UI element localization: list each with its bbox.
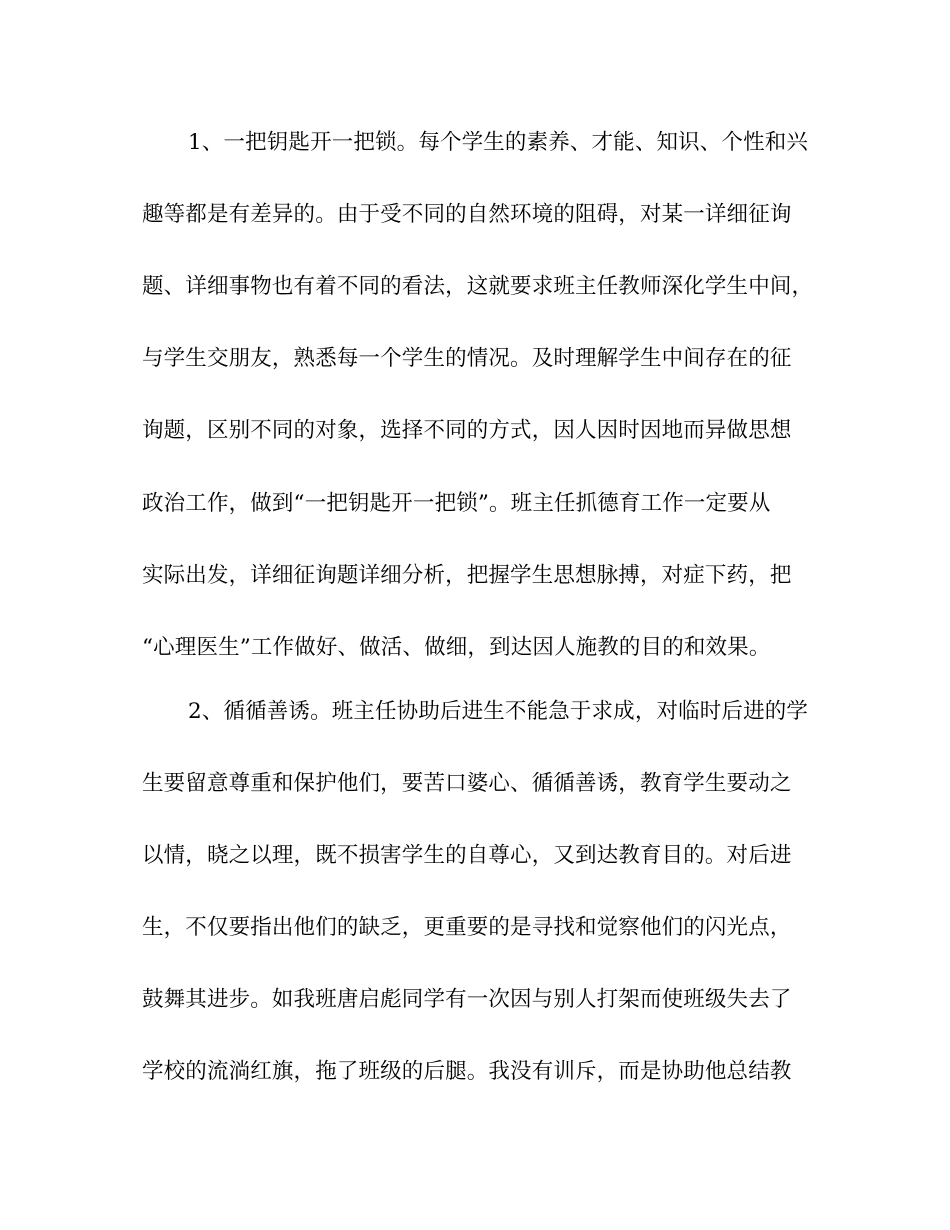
text-line: 生，不仅要指出他们的缺乏，更重要的是寻找和觉察他们的闪光点， [142,915,792,940]
text-line: 趣等都是有差异的。由于受不同的自然环境的阻碍，对某一详细征询 [142,202,792,227]
text-line: 题、详细事物也有着不同的看法，这就要求班主任教师深化学生中间， [142,274,814,299]
text-line: 1、一把钥匙开一把锁。每个学生的素养、才能、知识、个性和兴 [188,130,809,155]
text-line: 政治工作，做到“一把钥匙开一把锁”。班主任抓德育工作一定要从 [142,491,771,516]
text-line: 学校的流淌红旗，拖了班级的后腿。我没有训斥，而是协助他总结教 [142,1059,792,1084]
text-line: “心理医生”工作做好、做活、做细，到达因人施教的目的和效果。 [142,635,771,660]
text-line: 2、循循善诱。班主任协助后进生不能急于求成，对临时后进的学 [188,699,809,724]
text-line: 以情，晓之以理，既不损害学生的自尊心，又到达教育目的。对后进 [142,843,792,868]
text-line: 询题，区别不同的对象，选择不同的方式，因人因时因地而异做思想 [142,418,792,443]
text-line: 实际出发，详细征询题详细分析，把握学生思想脉搏，对症下药，把 [142,563,792,588]
text-line: 与学生交朋友，熟悉每一个学生的情况。及时理解学生中间存在的征 [142,346,792,371]
text-line: 鼓舞其进步。如我班唐启彪同学有一次因与别人打架而使班级失去了 [142,987,792,1012]
text-line: 生要留意尊重和保护他们，要苦口婆心、循循善诱，教育学生要动之 [142,771,792,796]
